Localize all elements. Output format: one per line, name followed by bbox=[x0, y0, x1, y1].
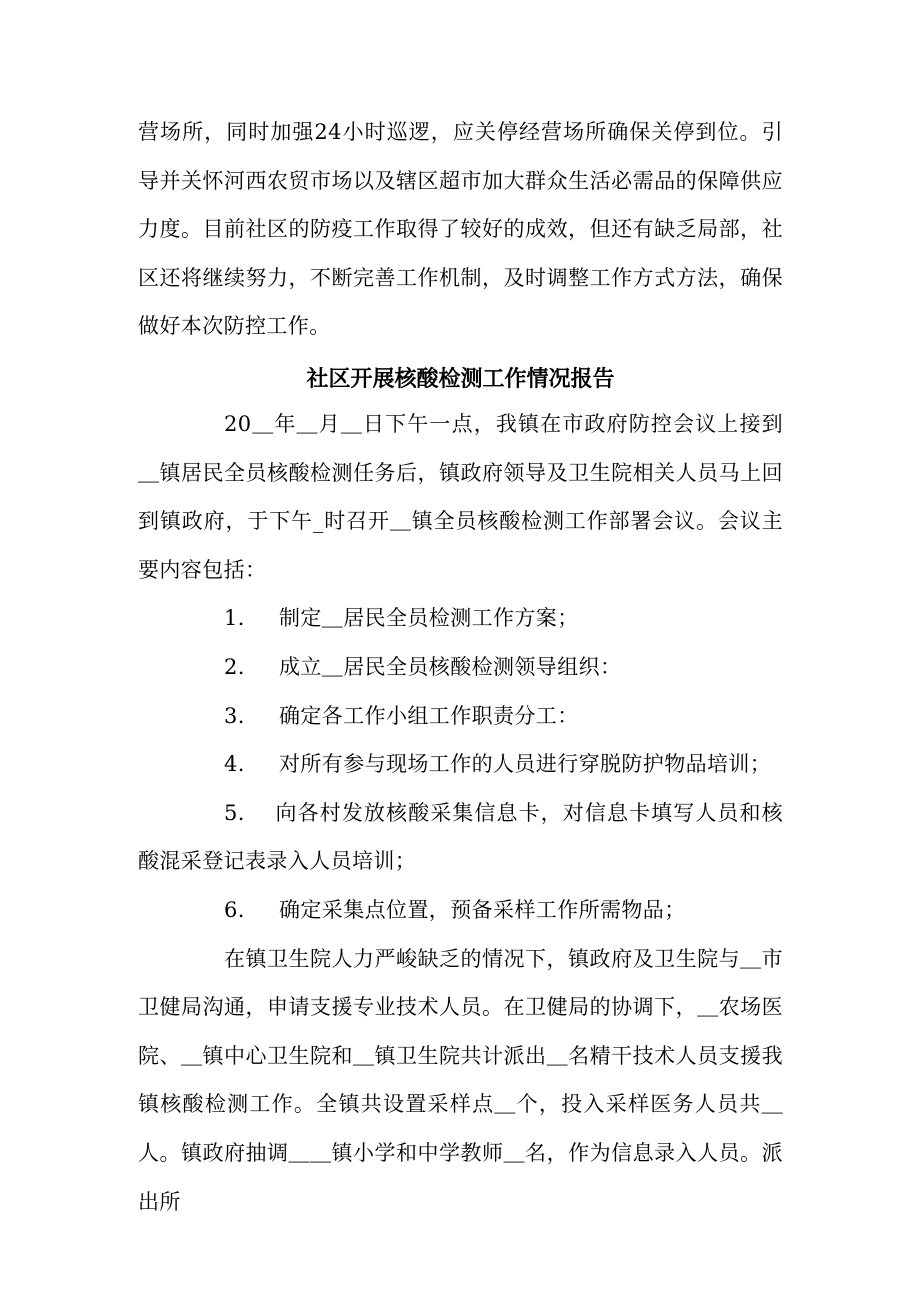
closing-paragraph: 在镇卫生院人力严峻缺乏的情况下，镇政府及卫生院与＿市卫健局沟通，申请支援专业技术人员。在卫健局的协调下，＿农场医院、＿镇中心卫生院和＿镇卫生院共计派出＿名精干技术人员支援我镇核酸检测工作。全镇共设置采样点＿个，投入采样医务人员共＿人。镇政府抽调＿＿镇小学和中学教师＿名，作为信息录入人员。派出所 bbox=[138, 946, 783, 1214]
list-item bbox=[138, 886, 783, 935]
list-number: 3. bbox=[224, 703, 245, 728]
list-text: 制定＿居民全员检测工作方案； bbox=[279, 606, 579, 631]
list-item bbox=[138, 740, 783, 789]
list-item bbox=[138, 692, 783, 741]
list-item bbox=[138, 789, 783, 886]
list-number: 5. bbox=[224, 800, 245, 825]
list-number: 2. bbox=[224, 654, 245, 679]
continuation-paragraph: 营场所，同时加强24小时巡逻，应关停经营场所确保关停到位。引导并关怀河西农贸市场以及辖区超市加大群众生活必需品的保障供应力度。目前社区的防疫工作取得了较好的成效，但还有缺乏局部，社区还将继续努力，不断完善工作机制，及时调整工作方式方法，确保做好本次防控工作。 bbox=[138, 120, 783, 339]
intro-paragraph: 20＿年＿月＿日下午一点，我镇在市政府防控会议上接到＿镇居民全员核酸检测任务后，镇政府领导及卫生院相关人员马上回到镇政府，于下午_时召开＿镇全员核酸检测工作部署会议。会议主要内容包括： bbox=[138, 412, 783, 582]
list-number: 6. bbox=[224, 897, 245, 922]
list-number: 1. bbox=[224, 606, 245, 631]
list-item bbox=[138, 643, 783, 692]
list-text: 确定各工作小组工作职责分工： bbox=[279, 703, 579, 728]
list-text: 确定采集点位置，预备采样工作所需物品； bbox=[279, 897, 686, 922]
list-text: 对所有参与现场工作的人员进行穿脱防护物品培训； bbox=[279, 752, 772, 777]
report-title: 社区开展核酸检测工作情况报告 bbox=[306, 367, 615, 392]
list-text: 向各村发放核酸采集信息卡，对信息卡填写人员和核酸混采登记表录入人员培训； bbox=[138, 800, 783, 874]
top-text-block bbox=[138, 108, 783, 351]
list-item bbox=[138, 594, 783, 643]
list-text: 成立＿居民全员核酸检测领导组织： bbox=[279, 654, 622, 679]
list-item-wrapped bbox=[138, 789, 783, 886]
report-body bbox=[138, 400, 783, 1226]
list-number: 4. bbox=[224, 752, 245, 777]
